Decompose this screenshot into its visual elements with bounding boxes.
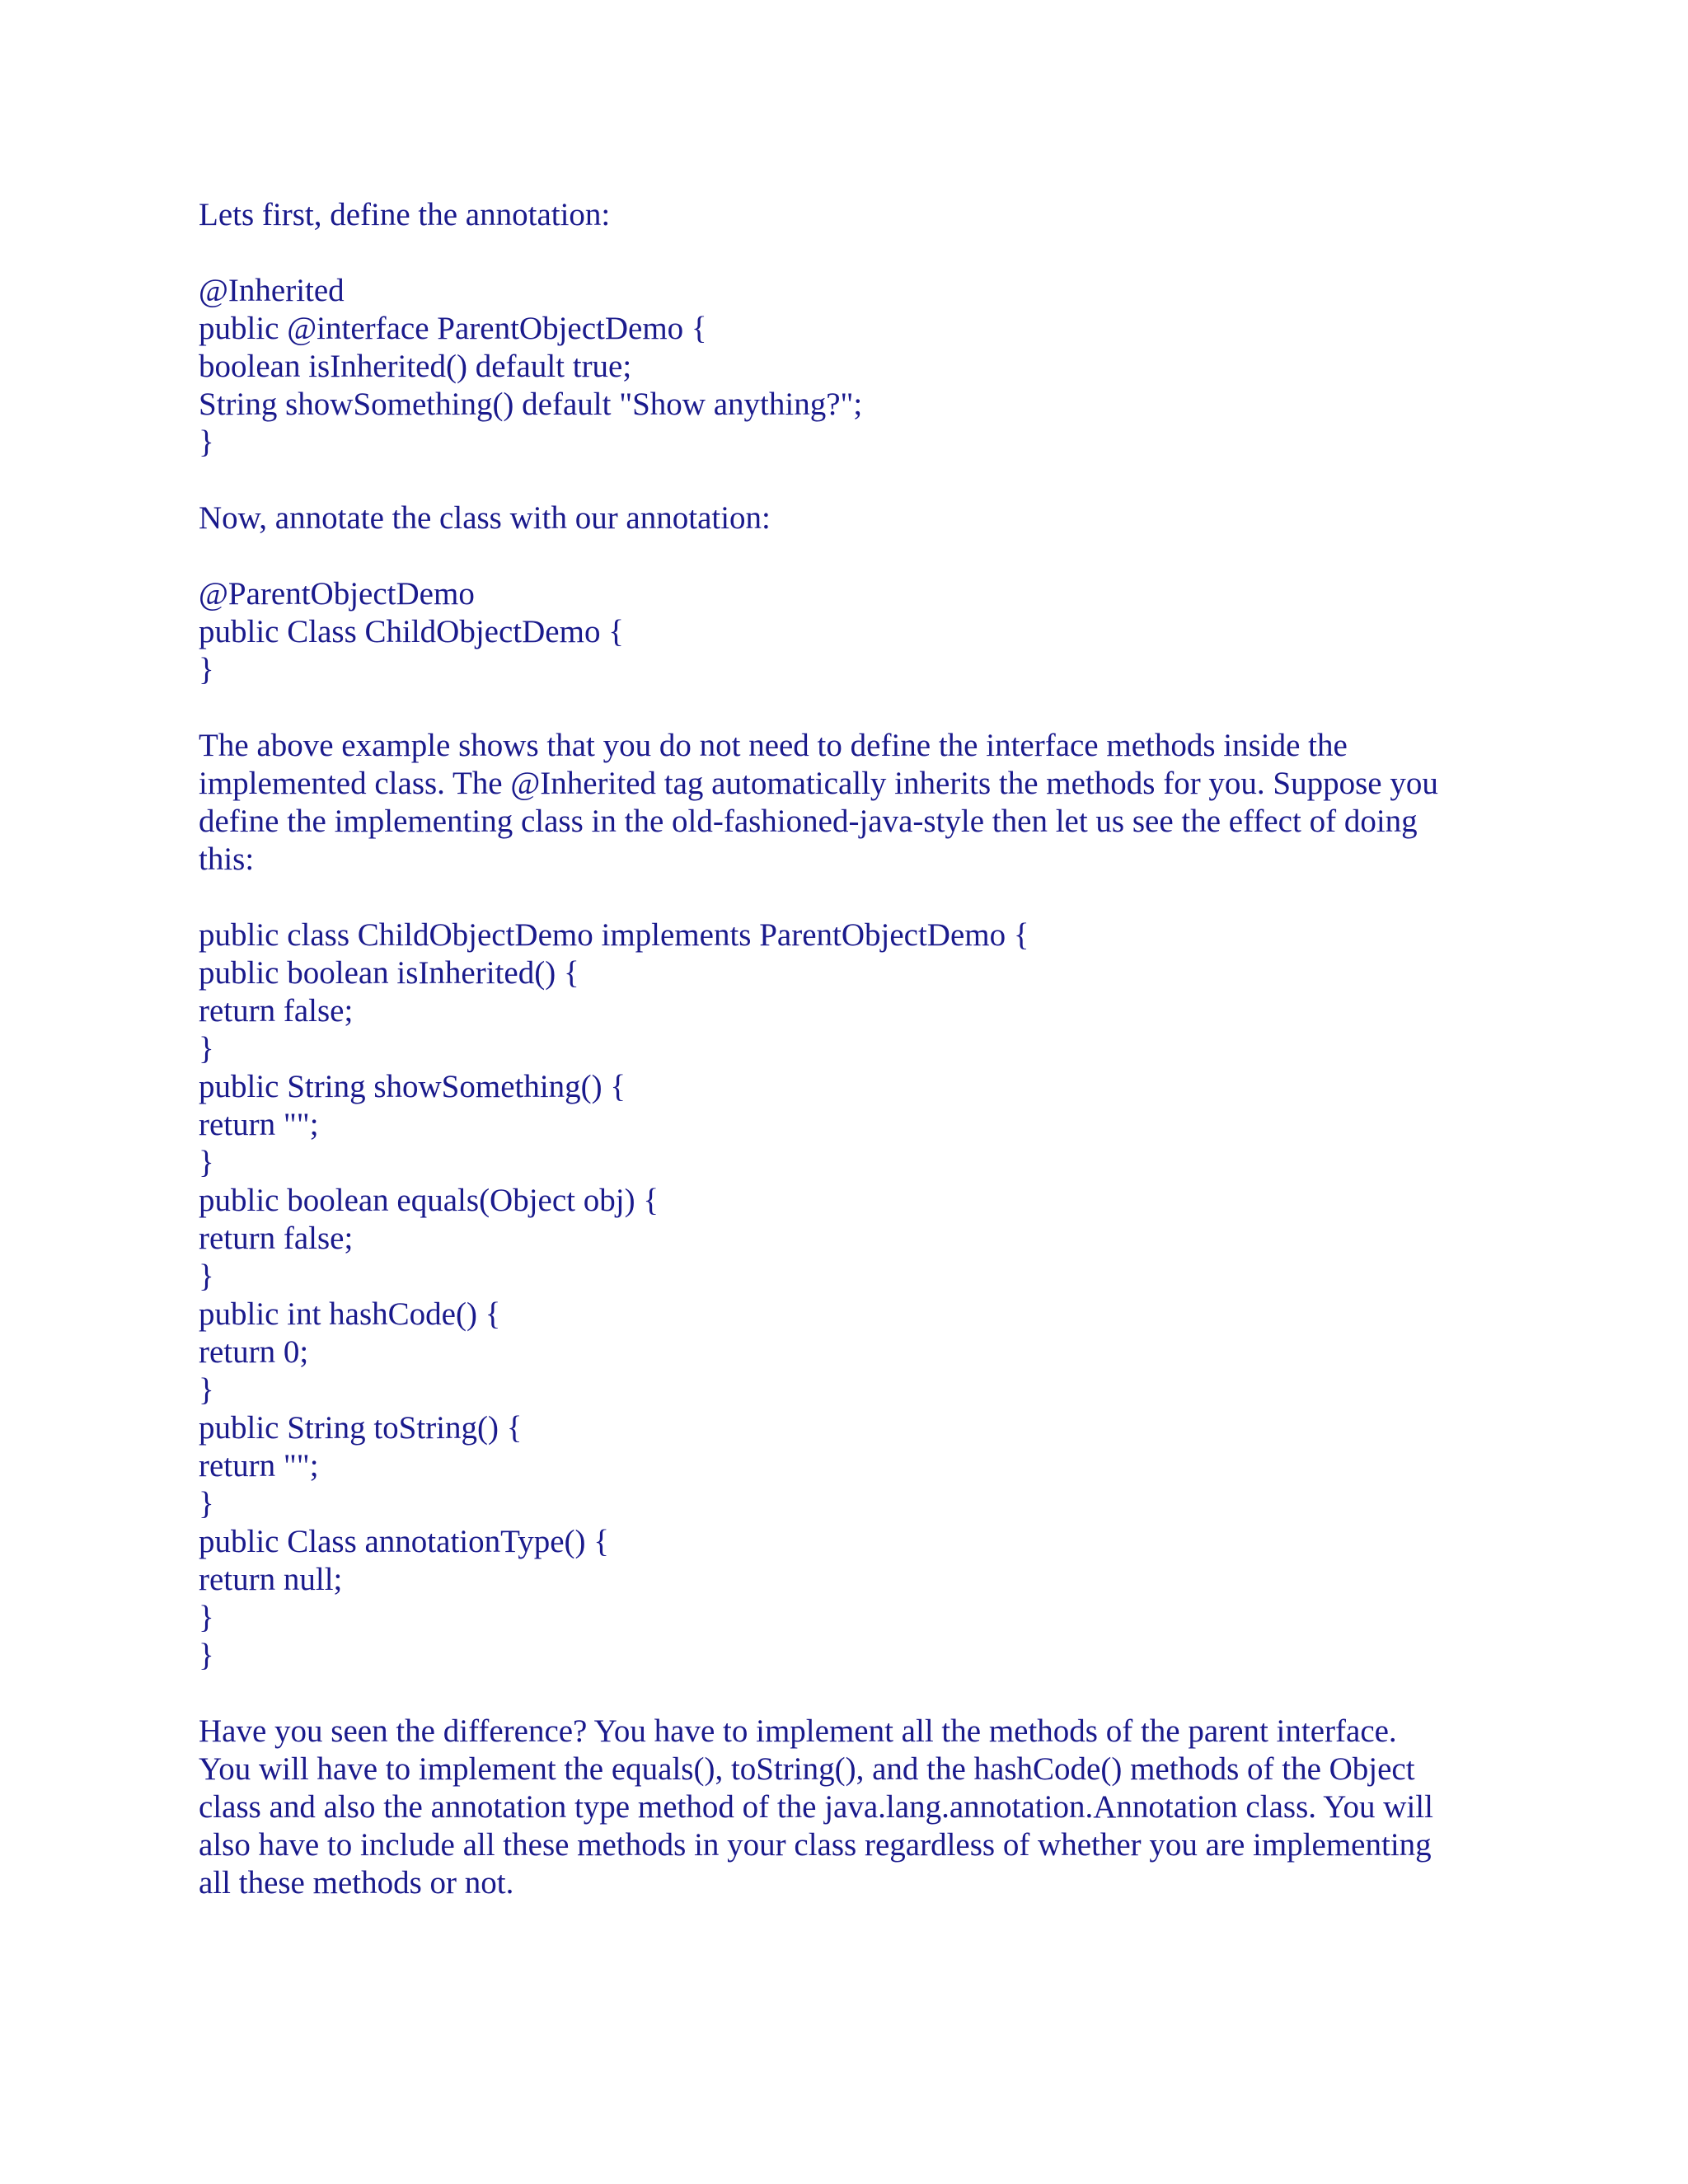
paragraph-line: all these methods or not. bbox=[199, 1865, 514, 1900]
code-line: } bbox=[199, 1145, 214, 1180]
spacer bbox=[199, 537, 1501, 575]
code-line: @ParentObjectDemo bbox=[199, 576, 475, 612]
code-block-annotated-class bbox=[199, 575, 1501, 689]
code-line: } bbox=[199, 1031, 214, 1066]
paragraph-line: class and also the annotation type method of the java.lang.annotation.Annotation class. You will bbox=[199, 1789, 1433, 1825]
code-line: public boolean equals(Object obj) { bbox=[199, 1183, 659, 1218]
paragraph-line: also have to include all these methods in your class regardless of whether you are implementing bbox=[199, 1827, 1432, 1863]
paragraph-line: implemented class. The @Inherited tag automatically inherits the methods for you. Suppose you bbox=[199, 766, 1438, 801]
annotate-intro-text: Now, annotate the class with our annotation: bbox=[199, 500, 771, 536]
code-line: @Inherited bbox=[199, 273, 345, 308]
code-line: return false; bbox=[199, 1221, 354, 1256]
code-line: public int hashCode() { bbox=[199, 1296, 501, 1332]
paragraph-line: The above example shows that you do not need to define the interface methods inside the bbox=[199, 728, 1348, 763]
code-line: public class ChildObjectDemo implements ParentObjectDemo { bbox=[199, 917, 1029, 953]
code-line: } bbox=[199, 1258, 214, 1294]
code-line: } bbox=[199, 1372, 214, 1408]
spacer bbox=[199, 1675, 1501, 1713]
code-line: public Class ChildObjectDemo { bbox=[199, 614, 624, 649]
code-line: return ""; bbox=[199, 1107, 319, 1142]
code-line: } bbox=[199, 424, 214, 460]
code-line: boolean isInherited() default true; bbox=[199, 349, 632, 384]
code-block-old-style-class bbox=[199, 916, 1501, 1675]
code-line: return ""; bbox=[199, 1448, 319, 1483]
spacer bbox=[199, 879, 1501, 916]
code-line: } bbox=[199, 1638, 214, 1673]
spacer bbox=[199, 234, 1501, 272]
spacer bbox=[199, 462, 1501, 499]
paragraph-line: Have you seen the difference? You have to implement all the methods of the parent interface. bbox=[199, 1713, 1397, 1749]
code-line: public @interface ParentObjectDemo { bbox=[199, 311, 707, 346]
code-line: public Class annotationType() { bbox=[199, 1524, 609, 1559]
conclusion-paragraph bbox=[199, 1713, 1501, 1902]
spacer bbox=[199, 689, 1501, 727]
code-line: return false; bbox=[199, 993, 354, 1029]
code-block-annotation-definition bbox=[199, 272, 1501, 462]
code-line: String showSomething() default "Show anything?"; bbox=[199, 387, 863, 422]
paragraph-line: this: bbox=[199, 841, 255, 877]
code-line: } bbox=[199, 1600, 214, 1635]
code-line: return null; bbox=[199, 1562, 343, 1597]
code-line: } bbox=[199, 652, 214, 687]
explanation-paragraph bbox=[199, 727, 1501, 879]
paragraph-line: define the implementing class in the old-fashioned-java-style then let us see the effect of doing bbox=[199, 804, 1418, 839]
code-line: public boolean isInherited() { bbox=[199, 955, 579, 991]
code-line: public String toString() { bbox=[199, 1410, 523, 1446]
document-body bbox=[199, 196, 1501, 1902]
code-line: public String showSomething() { bbox=[199, 1069, 626, 1104]
code-line: } bbox=[199, 1486, 214, 1521]
code-line: return 0; bbox=[199, 1334, 309, 1370]
intro-text: Lets first, define the annotation: bbox=[199, 197, 611, 232]
paragraph-line: You will have to implement the equals(), toString(), and the hashCode() methods of the Object bbox=[199, 1751, 1415, 1787]
